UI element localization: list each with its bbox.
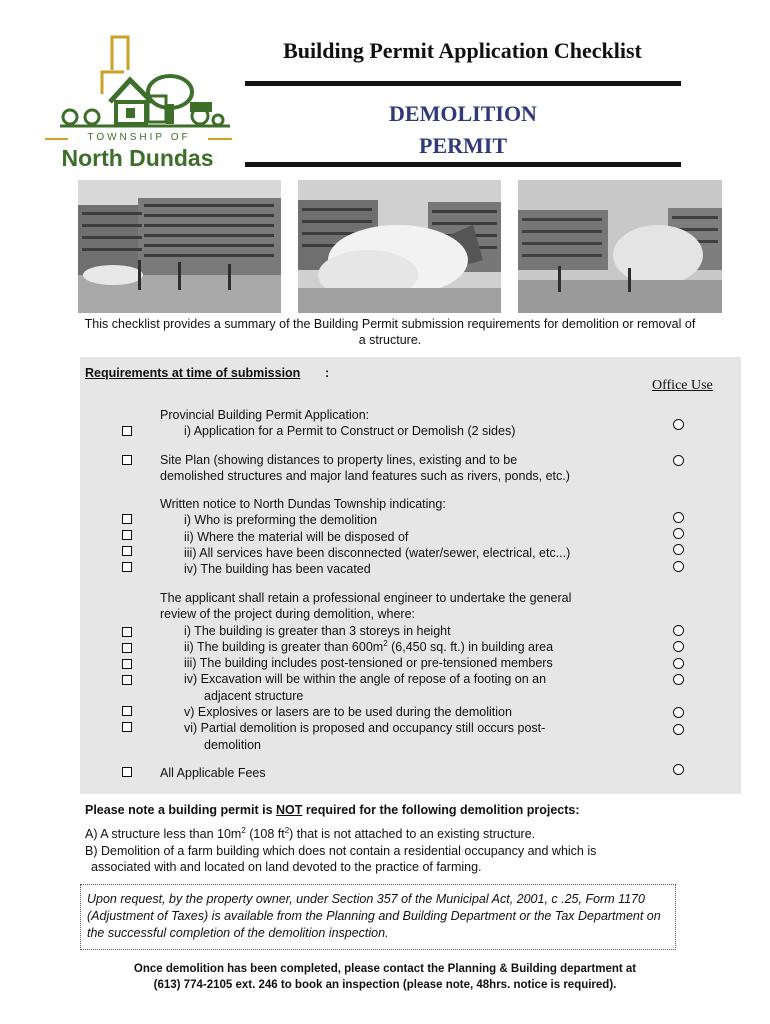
office-circle-notice-iii[interactable] <box>673 544 684 555</box>
page-title: Building Permit Application Checklist <box>283 38 642 63</box>
checkbox-engineer-vi[interactable] <box>122 722 132 732</box>
footer-line2: (613) 774-2105 ext. 246 to book an inspection (please note, 48hrs. notice is required). <box>153 979 617 991</box>
photo-before-demolition <box>78 180 281 313</box>
site-plan-line1: Site Plan (showing distances to property lines, existing and to be <box>160 453 518 467</box>
logo-north-dundas: North Dundas <box>61 145 214 171</box>
engineer-item-vi-line1: vi) Partial demolition is proposed and occupancy still occurs post- <box>184 721 546 736</box>
exemption-a-1: A) A structure less than 10m <box>85 827 242 841</box>
checkbox-notice-i[interactable] <box>122 514 132 524</box>
exemption-b-line2: associated with and located on land devoted to the practice of farming. <box>91 860 482 874</box>
exemption-heading-b: required for the following demolition projects: <box>302 803 580 817</box>
checkbox-engineer-iii[interactable] <box>122 659 132 669</box>
exemption-heading-not: NOT <box>276 803 303 817</box>
checkbox-engineer-ii[interactable] <box>122 643 132 653</box>
engineer-item-ii-a: ii) The building is greater than 600m <box>184 639 384 654</box>
notice-item-iv: iv) The building has been vacated <box>184 562 371 577</box>
engineer-item-vi-line2: demolition <box>204 737 261 752</box>
written-notice-text <box>160 496 635 577</box>
tax-adjustment-notice: Upon request, by the property owner, under Section 357 of the Municipal Act, 2001, c .25, Form 1170 (Adjustment of Taxes) is available from the Planning and Building Department or the Tax Department on the successful completion of the demolition inspection. <box>80 884 676 950</box>
office-circle-engineer-v[interactable] <box>673 707 684 718</box>
photo-during-demolition <box>298 180 501 313</box>
provincial-item-i: i) Application for a Permit to Construct or Demolish (2 sides) <box>184 424 516 439</box>
engineer-item-iv-line1: iv) Excavation will be within the angle of repose of a footing on an <box>184 672 547 687</box>
checkbox-engineer-i[interactable] <box>122 627 132 637</box>
written-notice-label: Written notice to North Dundas Township indicating: <box>160 497 446 511</box>
checkbox-provincial-application[interactable] <box>122 426 132 436</box>
notice-item-iii: iii) All services have been disconnected (water/sewer, electrical, etc...) <box>184 545 571 560</box>
checkbox-notice-iii[interactable] <box>122 546 132 556</box>
exemption-a-sup2: 2 <box>284 825 290 835</box>
engineer-line2: review of the project during demolition, where: <box>160 607 415 622</box>
intro-text: This checklist provides a summary of the Building Permit submission requirements for demolition or removal of a structure. <box>84 317 696 347</box>
office-circle-notice-iv[interactable] <box>673 561 684 572</box>
photo-after-image <box>518 180 722 313</box>
checkbox-site-plan[interactable] <box>122 455 132 465</box>
requirements-heading <box>85 366 300 380</box>
requirements-heading-colon: : <box>325 366 330 380</box>
office-circle-notice-ii[interactable] <box>673 528 684 539</box>
footer-contact <box>80 961 690 993</box>
provincial-application-text <box>160 407 635 440</box>
office-circle-provincial-application[interactable] <box>673 419 684 430</box>
fees-text: All Applicable Fees <box>160 766 266 780</box>
office-circle-engineer-ii[interactable] <box>673 641 684 652</box>
site-plan-line2: demolished structures and major land features such as rivers, ponds, etc.) <box>160 469 570 484</box>
permit-type <box>245 98 681 162</box>
permit-type-line2: PERMIT <box>419 133 507 158</box>
exemption-a <box>85 826 685 843</box>
photo-after-demolition <box>518 180 722 313</box>
engineer-item-ii-sup: 2 <box>383 638 388 648</box>
exemption-a-sup1: 2 <box>241 825 246 835</box>
office-circle-engineer-iii[interactable] <box>673 658 684 669</box>
engineer-item-ii <box>160 639 635 655</box>
engineer-item-iv-line2: adjacent structure <box>204 688 304 703</box>
exemption-a-3: ) that is not attached to an existing structure. <box>289 827 536 841</box>
logo-township-of: TOWNSHIP OF <box>87 132 191 143</box>
engineer-item-ii-b: (6,450 sq. ft.) in building area <box>387 639 554 654</box>
office-circle-engineer-i[interactable] <box>673 625 684 636</box>
title-rule-bottom <box>245 162 681 167</box>
office-use-label: Office Use <box>652 378 713 393</box>
office-circle-notice-i[interactable] <box>673 512 684 523</box>
site-plan-text <box>160 452 635 485</box>
notice-item-ii: ii) Where the material will be disposed of <box>184 529 409 544</box>
engineer-item-i: i) The building is greater than 3 storeys in height <box>184 623 451 638</box>
provincial-label: Provincial Building Permit Application: <box>160 408 370 422</box>
exemption-heading-a: Please note a building permit is <box>85 803 277 817</box>
checkbox-fees[interactable] <box>122 767 132 777</box>
office-circle-fees[interactable] <box>673 764 684 775</box>
exemption-b-line1: B) Demolition of a farm building which does not contain a residential occupancy and which is <box>85 843 597 858</box>
township-logo <box>40 32 235 172</box>
engineer-item-iii: iii) The building includes post-tensioned or pre-tensioned members <box>184 656 553 671</box>
exemption-list <box>85 826 685 876</box>
office-circle-site-plan[interactable] <box>673 455 684 466</box>
title-rule-top <box>245 81 681 86</box>
footer-line1: Once demolition has been completed, please contact the Planning & Building department at <box>133 963 637 975</box>
exemption-a-2: (108 ft <box>245 827 285 841</box>
permit-type-line1: DEMOLITION <box>389 101 537 126</box>
office-circle-engineer-vi[interactable] <box>673 724 684 735</box>
exemption-heading <box>85 803 580 817</box>
checkbox-notice-ii[interactable] <box>122 530 132 540</box>
checkbox-engineer-v[interactable] <box>122 706 132 716</box>
notice-item-i: i) Who is preforming the demolition <box>184 513 378 528</box>
engineer-line1: The applicant shall retain a professional engineer to undertake the general <box>160 591 572 605</box>
checkbox-notice-iv[interactable] <box>122 562 132 572</box>
photo-during-image <box>298 180 501 313</box>
engineer-review-text <box>160 590 635 753</box>
checkbox-engineer-iv[interactable] <box>122 675 132 685</box>
office-circle-engineer-iv[interactable] <box>673 674 684 685</box>
photo-before-image <box>78 180 281 313</box>
engineer-item-v: v) Explosives or lasers are to be used during the demolition <box>184 705 512 720</box>
requirements-heading-text: Requirements at time of submission <box>85 366 301 380</box>
